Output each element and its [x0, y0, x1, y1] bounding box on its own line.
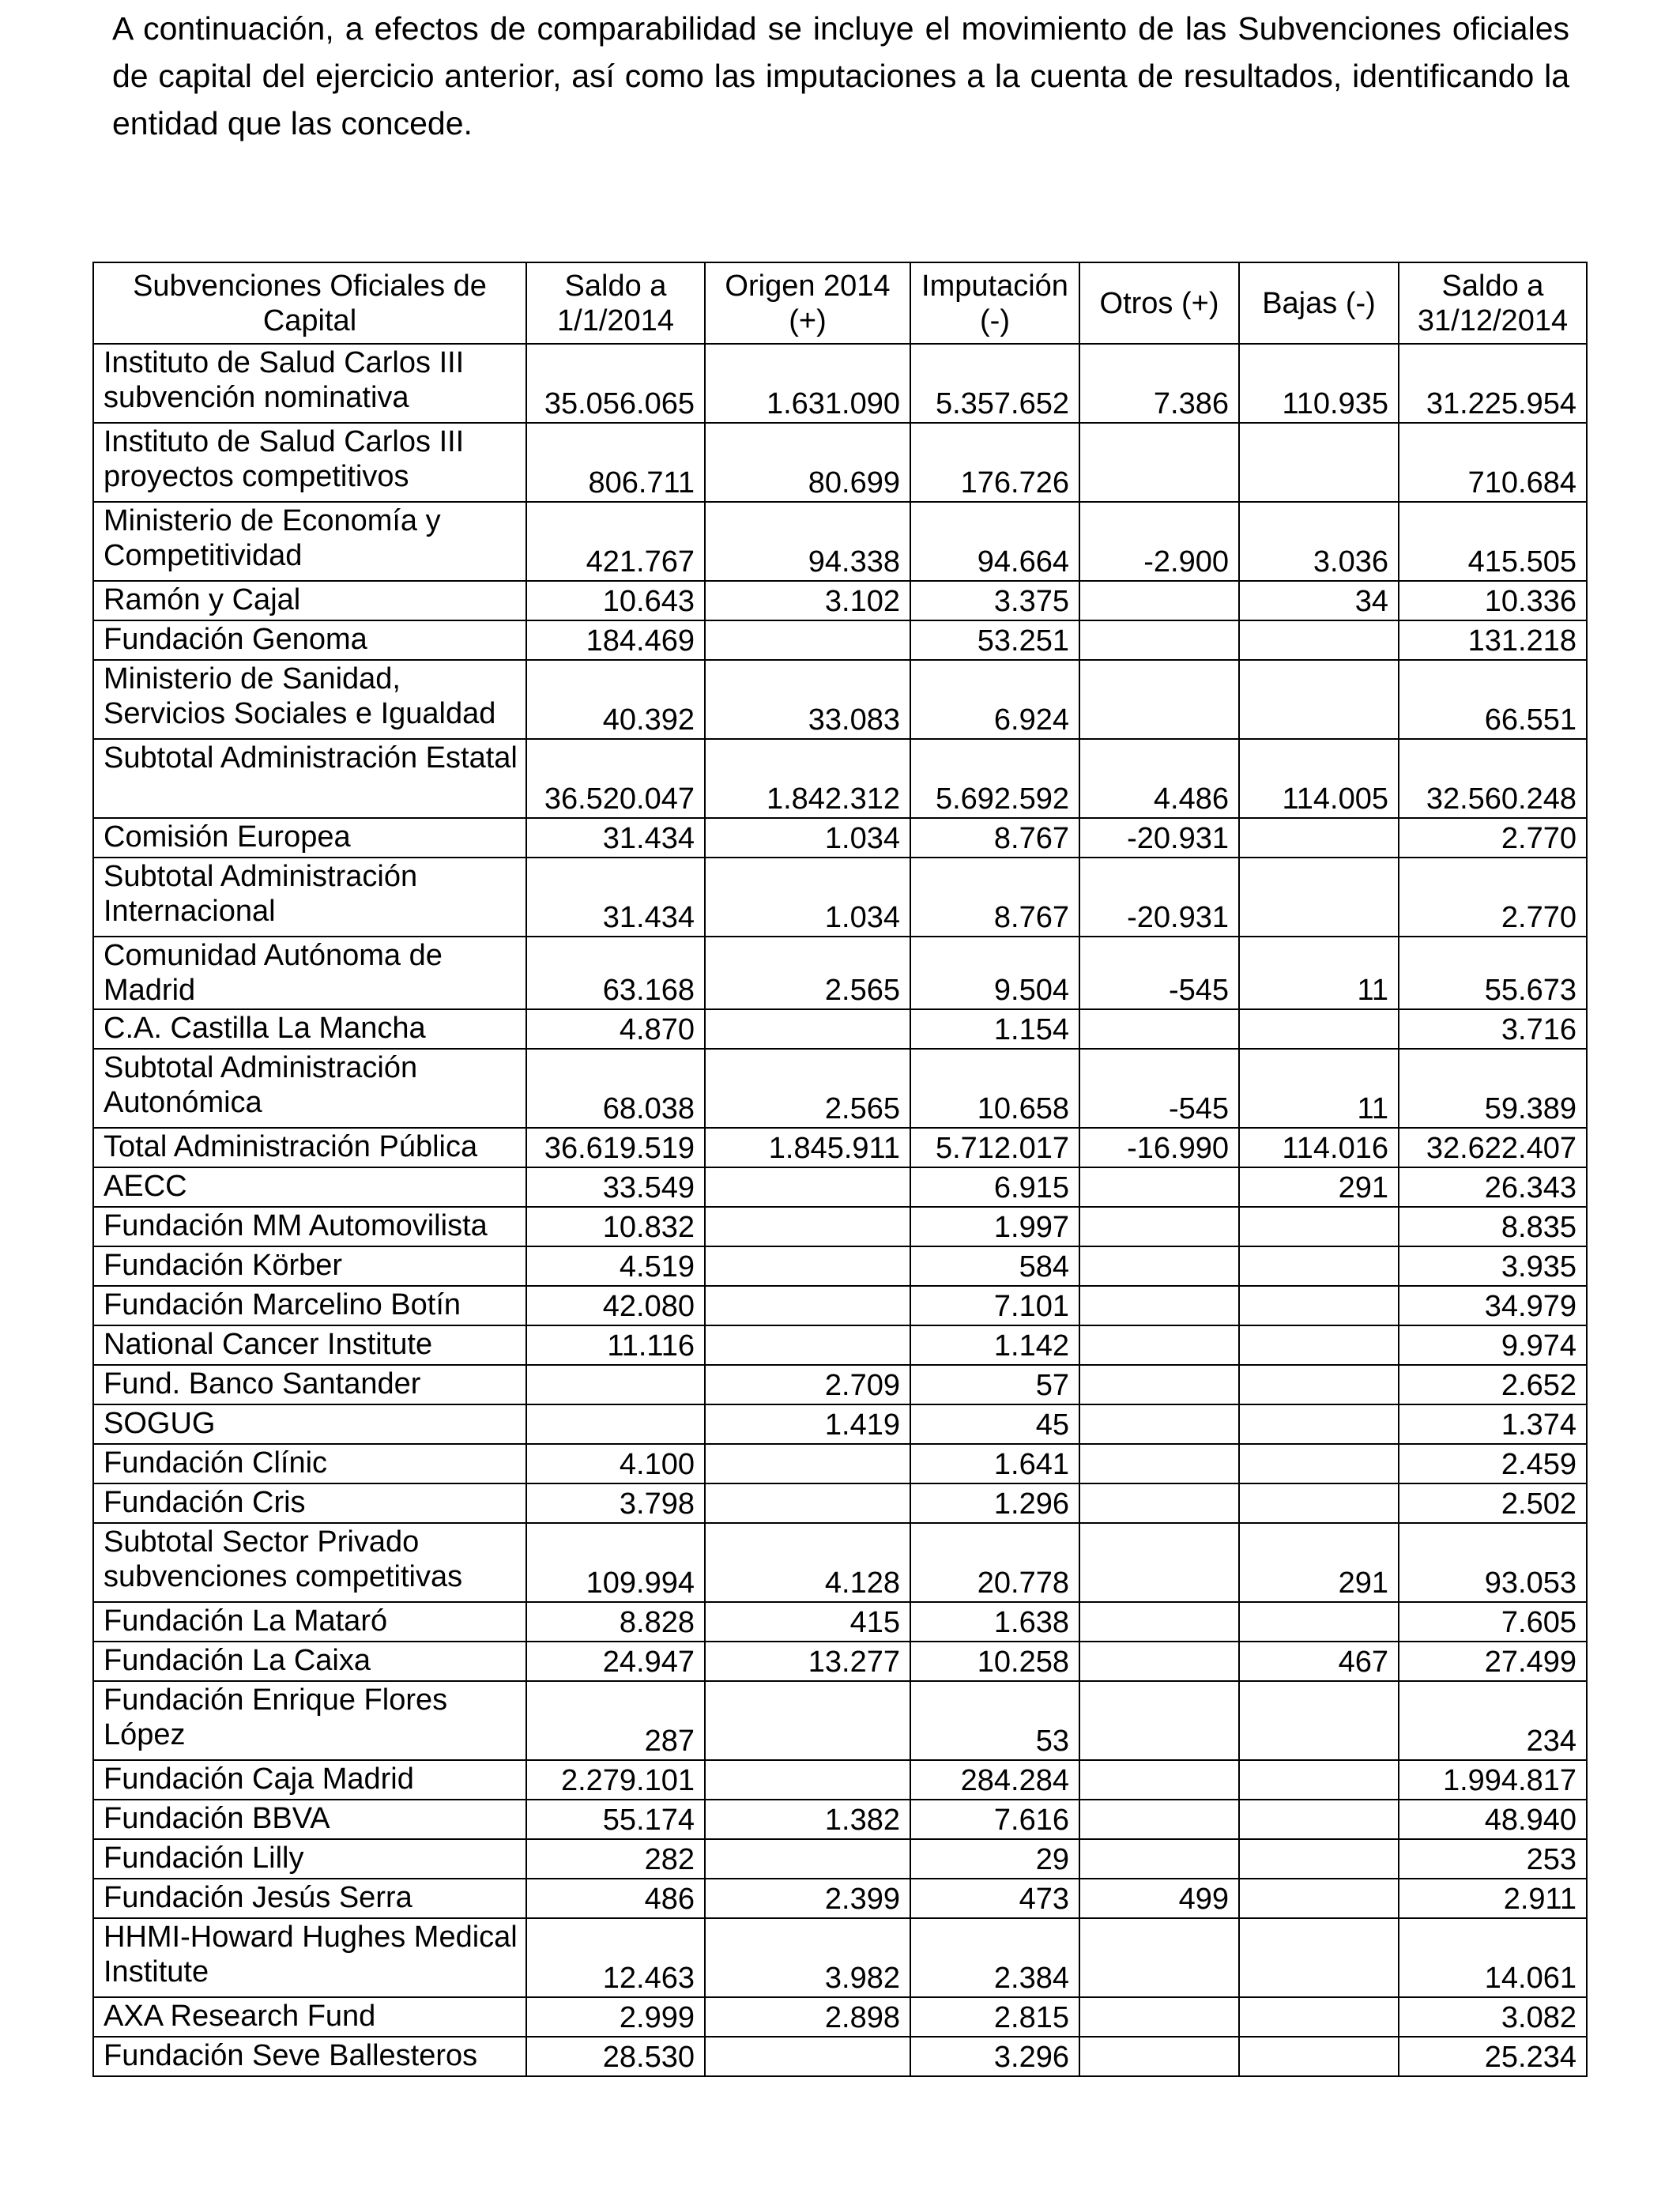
cell-imputation: 7.101 [910, 1286, 1079, 1325]
cell-origin: 2.898 [705, 1997, 910, 2037]
cell-closing-balance: 8.835 [1399, 1207, 1587, 1246]
table-row [93, 1325, 1587, 1365]
cell-origin: 94.338 [705, 502, 910, 581]
row-entity-name: Fundación MM Automovilista [93, 1207, 526, 1246]
table-row [93, 581, 1587, 620]
table-row [93, 1246, 1587, 1286]
cell-opening-balance: 10.832 [526, 1207, 705, 1246]
cell-origin: 1.419 [705, 1404, 910, 1444]
cell-opening-balance: 3.798 [526, 1483, 705, 1523]
cell-imputation: 176.726 [910, 423, 1079, 502]
cell-opening-balance: 486 [526, 1879, 705, 1918]
cell-write-offs [1239, 1365, 1399, 1404]
cell-opening-balance: 42.080 [526, 1286, 705, 1325]
cell-others [1079, 1207, 1239, 1246]
cell-write-offs [1239, 1681, 1399, 1760]
cell-opening-balance: 8.828 [526, 1602, 705, 1642]
cell-write-offs [1239, 1207, 1399, 1246]
table-row [93, 1800, 1587, 1839]
grants-table [92, 262, 1588, 2077]
cell-others [1079, 1918, 1239, 1997]
row-entity-name: AXA Research Fund [93, 1997, 526, 2037]
cell-origin [705, 1483, 910, 1523]
table-row [93, 1483, 1587, 1523]
cell-others: 499 [1079, 1879, 1239, 1918]
cell-closing-balance: 253 [1399, 1839, 1587, 1879]
row-entity-name: Fundación Genoma [93, 620, 526, 660]
cell-closing-balance: 1.374 [1399, 1404, 1587, 1444]
cell-opening-balance: 109.994 [526, 1523, 705, 1602]
row-entity-name: C.A. Castilla La Mancha [93, 1009, 526, 1049]
cell-opening-balance: 10.643 [526, 581, 705, 620]
cell-write-offs [1239, 423, 1399, 502]
cell-others: -20.931 [1079, 858, 1239, 937]
cell-origin [705, 1286, 910, 1325]
cell-opening-balance: 282 [526, 1839, 705, 1879]
cell-closing-balance: 66.551 [1399, 660, 1587, 739]
row-entity-name: Subtotal Sector Privado subvenciones competitivas [93, 1523, 526, 1602]
row-entity-name: Comunidad Autónoma de Madrid [93, 937, 526, 1009]
table-row [93, 1602, 1587, 1642]
header-origin: Origen 2014 (+) [705, 262, 910, 344]
row-entity-name: Fundación BBVA [93, 1800, 526, 1839]
table-row [93, 1009, 1587, 1049]
cell-write-offs [1239, 1602, 1399, 1642]
cell-write-offs [1239, 1997, 1399, 2037]
cell-imputation: 3.296 [910, 2037, 1079, 2076]
cell-origin: 2.709 [705, 1365, 910, 1404]
cell-opening-balance: 68.038 [526, 1049, 705, 1128]
cell-origin [705, 1207, 910, 1246]
cell-others [1079, 1167, 1239, 1207]
cell-origin: 1.842.312 [705, 739, 910, 818]
cell-imputation: 5.712.017 [910, 1128, 1079, 1167]
cell-imputation: 3.375 [910, 581, 1079, 620]
cell-opening-balance: 2.999 [526, 1997, 705, 2037]
cell-imputation: 1.142 [910, 1325, 1079, 1365]
table-row [93, 818, 1587, 858]
cell-opening-balance: 55.174 [526, 1800, 705, 1839]
cell-others: -2.900 [1079, 502, 1239, 581]
cell-origin: 2.565 [705, 937, 910, 1009]
cell-imputation: 10.658 [910, 1049, 1079, 1128]
cell-closing-balance: 2.502 [1399, 1483, 1587, 1523]
cell-others [1079, 1009, 1239, 1049]
cell-write-offs: 11 [1239, 1049, 1399, 1128]
cell-imputation: 284.284 [910, 1760, 1079, 1800]
cell-imputation: 53 [910, 1681, 1079, 1760]
cell-others [1079, 423, 1239, 502]
row-entity-name: Subtotal Administración Internacional [93, 858, 526, 937]
cell-opening-balance: 421.767 [526, 502, 705, 581]
cell-write-offs [1239, 1918, 1399, 1997]
cell-closing-balance: 131.218 [1399, 620, 1587, 660]
header-closing-balance: Saldo a 31/12/2014 [1399, 262, 1587, 344]
cell-others [1079, 2037, 1239, 2076]
cell-opening-balance: 806.711 [526, 423, 705, 502]
table-row [93, 1286, 1587, 1325]
cell-origin: 2.565 [705, 1049, 910, 1128]
cell-others [1079, 1800, 1239, 1839]
cell-closing-balance: 31.225.954 [1399, 344, 1587, 423]
cell-imputation: 2.815 [910, 1997, 1079, 2037]
cell-write-offs [1239, 1009, 1399, 1049]
cell-opening-balance: 287 [526, 1681, 705, 1760]
table-row [93, 1049, 1587, 1128]
cell-closing-balance: 2.770 [1399, 858, 1587, 937]
row-entity-name: Fundación Jesús Serra [93, 1879, 526, 1918]
row-entity-name: Ministerio de Sanidad, Servicios Sociales e Igualdad [93, 660, 526, 739]
table-row [93, 858, 1587, 937]
cell-closing-balance: 7.605 [1399, 1602, 1587, 1642]
table-header-row [93, 262, 1587, 344]
cell-origin [705, 1009, 910, 1049]
cell-others: -20.931 [1079, 818, 1239, 858]
cell-origin: 1.034 [705, 818, 910, 858]
cell-imputation: 473 [910, 1879, 1079, 1918]
cell-write-offs [1239, 620, 1399, 660]
cell-imputation: 9.504 [910, 937, 1079, 1009]
header-others: Otros (+) [1079, 262, 1239, 344]
cell-imputation: 1.296 [910, 1483, 1079, 1523]
row-entity-name: Fundación Seve Ballesteros [93, 2037, 526, 2076]
cell-write-offs [1239, 1483, 1399, 1523]
cell-closing-balance: 10.336 [1399, 581, 1587, 620]
cell-origin: 4.128 [705, 1523, 910, 1602]
row-entity-name: HHMI-Howard Hughes Medical Institute [93, 1918, 526, 1997]
header-imputation: Imputación (-) [910, 262, 1079, 344]
cell-write-offs [1239, 1246, 1399, 1286]
row-entity-name: Fundación Lilly [93, 1839, 526, 1879]
cell-closing-balance: 2.459 [1399, 1444, 1587, 1483]
cell-others [1079, 660, 1239, 739]
cell-write-offs: 34 [1239, 581, 1399, 620]
table-body [93, 344, 1587, 2076]
table-row [93, 937, 1587, 1009]
cell-closing-balance: 93.053 [1399, 1523, 1587, 1602]
cell-closing-balance: 34.979 [1399, 1286, 1587, 1325]
cell-opening-balance [526, 1404, 705, 1444]
cell-imputation: 53.251 [910, 620, 1079, 660]
cell-imputation: 10.258 [910, 1642, 1079, 1681]
cell-others [1079, 1839, 1239, 1879]
cell-others: -545 [1079, 937, 1239, 1009]
cell-others: 7.386 [1079, 344, 1239, 423]
cell-opening-balance [526, 1365, 705, 1404]
cell-closing-balance: 55.673 [1399, 937, 1587, 1009]
cell-opening-balance: 36.619.519 [526, 1128, 705, 1167]
table-row [93, 1207, 1587, 1246]
cell-origin [705, 1444, 910, 1483]
cell-opening-balance: 4.100 [526, 1444, 705, 1483]
table-row [93, 739, 1587, 818]
table-row [93, 1681, 1587, 1760]
table-row [93, 344, 1587, 423]
cell-imputation: 8.767 [910, 818, 1079, 858]
row-entity-name: Fundación Enrique Flores López [93, 1681, 526, 1760]
cell-others: -545 [1079, 1049, 1239, 1128]
cell-opening-balance: 12.463 [526, 1918, 705, 1997]
cell-others [1079, 1642, 1239, 1681]
row-entity-name: Fundación Cris [93, 1483, 526, 1523]
row-entity-name: Subtotal Administración Estatal [93, 739, 526, 818]
cell-imputation: 94.664 [910, 502, 1079, 581]
header-write-offs: Bajas (-) [1239, 262, 1399, 344]
cell-origin: 1.382 [705, 1800, 910, 1839]
cell-closing-balance: 48.940 [1399, 1800, 1587, 1839]
cell-others [1079, 1365, 1239, 1404]
cell-others [1079, 1681, 1239, 1760]
table-row [93, 1642, 1587, 1681]
cell-origin [705, 1760, 910, 1800]
cell-opening-balance: 35.056.065 [526, 344, 705, 423]
cell-others: -16.990 [1079, 1128, 1239, 1167]
cell-others [1079, 1602, 1239, 1642]
cell-write-offs [1239, 1879, 1399, 1918]
cell-origin: 33.083 [705, 660, 910, 739]
cell-opening-balance: 33.549 [526, 1167, 705, 1207]
cell-write-offs [1239, 2037, 1399, 2076]
cell-origin: 3.982 [705, 1918, 910, 1997]
cell-closing-balance: 59.389 [1399, 1049, 1587, 1128]
row-entity-name: Total Administración Pública [93, 1128, 526, 1167]
cell-closing-balance: 27.499 [1399, 1642, 1587, 1681]
cell-write-offs: 110.935 [1239, 344, 1399, 423]
cell-closing-balance: 32.560.248 [1399, 739, 1587, 818]
row-entity-name: Instituto de Salud Carlos III proyectos competitivos [93, 423, 526, 502]
row-entity-name: Instituto de Salud Carlos III subvención nominativa [93, 344, 526, 423]
cell-write-offs: 11 [1239, 937, 1399, 1009]
cell-imputation: 1.641 [910, 1444, 1079, 1483]
cell-opening-balance: 31.434 [526, 858, 705, 937]
cell-opening-balance: 24.947 [526, 1642, 705, 1681]
cell-others [1079, 1286, 1239, 1325]
table-row [93, 660, 1587, 739]
cell-imputation: 6.915 [910, 1167, 1079, 1207]
cell-imputation: 29 [910, 1839, 1079, 1879]
row-entity-name: Fundación Clínic [93, 1444, 526, 1483]
cell-imputation: 5.357.652 [910, 344, 1079, 423]
cell-imputation: 2.384 [910, 1918, 1079, 1997]
cell-write-offs [1239, 1760, 1399, 1800]
cell-others [1079, 620, 1239, 660]
cell-write-offs [1239, 660, 1399, 739]
cell-opening-balance: 4.870 [526, 1009, 705, 1049]
cell-closing-balance: 415.505 [1399, 502, 1587, 581]
cell-write-offs [1239, 1800, 1399, 1839]
cell-closing-balance: 9.974 [1399, 1325, 1587, 1365]
cell-imputation: 20.778 [910, 1523, 1079, 1602]
cell-write-offs: 114.016 [1239, 1128, 1399, 1167]
row-entity-name: Fundación Caja Madrid [93, 1760, 526, 1800]
row-entity-name: Fundación La Caixa [93, 1642, 526, 1681]
cell-closing-balance: 2.770 [1399, 818, 1587, 858]
cell-imputation: 5.692.592 [910, 739, 1079, 818]
cell-opening-balance: 31.434 [526, 818, 705, 858]
row-entity-name: SOGUG [93, 1404, 526, 1444]
cell-imputation: 1.154 [910, 1009, 1079, 1049]
row-entity-name: Comisión Europea [93, 818, 526, 858]
cell-closing-balance: 26.343 [1399, 1167, 1587, 1207]
row-entity-name: Ramón y Cajal [93, 581, 526, 620]
header-opening-balance: Saldo a 1/1/2014 [526, 262, 705, 344]
cell-imputation: 6.924 [910, 660, 1079, 739]
cell-closing-balance: 1.994.817 [1399, 1760, 1587, 1800]
row-entity-name: Ministerio de Economía y Competitividad [93, 502, 526, 581]
cell-origin [705, 1167, 910, 1207]
cell-imputation: 45 [910, 1404, 1079, 1444]
cell-imputation: 57 [910, 1365, 1079, 1404]
cell-origin: 415 [705, 1602, 910, 1642]
row-entity-name: Fundación Marcelino Botín [93, 1286, 526, 1325]
table-row [93, 1404, 1587, 1444]
cell-origin: 3.102 [705, 581, 910, 620]
cell-write-offs [1239, 1444, 1399, 1483]
cell-others [1079, 1404, 1239, 1444]
cell-write-offs: 114.005 [1239, 739, 1399, 818]
cell-others [1079, 1483, 1239, 1523]
cell-opening-balance: 36.520.047 [526, 739, 705, 818]
row-entity-name: National Cancer Institute [93, 1325, 526, 1365]
cell-others [1079, 1523, 1239, 1602]
row-entity-name: Fund. Banco Santander [93, 1365, 526, 1404]
cell-write-offs [1239, 818, 1399, 858]
cell-closing-balance: 25.234 [1399, 2037, 1587, 2076]
cell-imputation: 1.638 [910, 1602, 1079, 1642]
table-row [93, 1167, 1587, 1207]
cell-imputation: 7.616 [910, 1800, 1079, 1839]
cell-opening-balance: 4.519 [526, 1246, 705, 1286]
cell-imputation: 584 [910, 1246, 1079, 1286]
table-row [93, 1365, 1587, 1404]
table-row [93, 620, 1587, 660]
cell-others [1079, 1246, 1239, 1286]
cell-closing-balance: 2.652 [1399, 1365, 1587, 1404]
cell-closing-balance: 2.911 [1399, 1879, 1587, 1918]
cell-opening-balance: 2.279.101 [526, 1760, 705, 1800]
cell-closing-balance: 3.716 [1399, 1009, 1587, 1049]
cell-origin: 1.631.090 [705, 344, 910, 423]
table-row [93, 1760, 1587, 1800]
cell-origin [705, 2037, 910, 2076]
cell-others: 4.486 [1079, 739, 1239, 818]
table-row [93, 1879, 1587, 1918]
cell-imputation: 1.997 [910, 1207, 1079, 1246]
header-entity: Subvenciones Oficiales de Capital [93, 262, 526, 344]
table-row [93, 1444, 1587, 1483]
cell-write-offs [1239, 1839, 1399, 1879]
cell-others [1079, 581, 1239, 620]
cell-closing-balance: 32.622.407 [1399, 1128, 1587, 1167]
cell-opening-balance: 63.168 [526, 937, 705, 1009]
cell-write-offs [1239, 1404, 1399, 1444]
intro-paragraph: A continuación, a efectos de comparabilidad se incluye el movimiento de las Subvenciones oficiales de capital del ejercicio anterior, así como las imputaciones a la cuenta de resultados, identificando la entidad que las concede. [112, 10, 1569, 141]
row-entity-name: Subtotal Administración Autonómica [93, 1049, 526, 1128]
cell-write-offs: 291 [1239, 1523, 1399, 1602]
cell-closing-balance: 3.082 [1399, 1997, 1587, 2037]
cell-others [1079, 1997, 1239, 2037]
cell-opening-balance: 184.469 [526, 620, 705, 660]
cell-origin [705, 1325, 910, 1365]
row-entity-name: Fundación La Mataró [93, 1602, 526, 1642]
cell-origin [705, 620, 910, 660]
cell-origin: 13.277 [705, 1642, 910, 1681]
cell-write-offs: 467 [1239, 1642, 1399, 1681]
cell-closing-balance: 234 [1399, 1681, 1587, 1760]
cell-imputation: 8.767 [910, 858, 1079, 937]
table-row [93, 1839, 1587, 1879]
cell-origin: 1.034 [705, 858, 910, 937]
cell-others [1079, 1325, 1239, 1365]
cell-origin [705, 1681, 910, 1760]
row-entity-name: Fundación Körber [93, 1246, 526, 1286]
cell-closing-balance: 3.935 [1399, 1246, 1587, 1286]
cell-opening-balance: 40.392 [526, 660, 705, 739]
cell-others [1079, 1444, 1239, 1483]
cell-closing-balance: 710.684 [1399, 423, 1587, 502]
cell-write-offs [1239, 1286, 1399, 1325]
table-row [93, 2037, 1587, 2076]
table-row [93, 1128, 1587, 1167]
cell-closing-balance: 14.061 [1399, 1918, 1587, 1997]
table-row [93, 1523, 1587, 1602]
row-entity-name: AECC [93, 1167, 526, 1207]
cell-origin: 1.845.911 [705, 1128, 910, 1167]
table-row [93, 1918, 1587, 1997]
table-row [93, 423, 1587, 502]
cell-write-offs [1239, 1325, 1399, 1365]
cell-write-offs: 3.036 [1239, 502, 1399, 581]
table-row [93, 502, 1587, 581]
cell-opening-balance: 11.116 [526, 1325, 705, 1365]
cell-others [1079, 1760, 1239, 1800]
cell-opening-balance: 28.530 [526, 2037, 705, 2076]
cell-origin: 80.699 [705, 423, 910, 502]
cell-origin [705, 1839, 910, 1879]
cell-origin: 2.399 [705, 1879, 910, 1918]
cell-origin [705, 1246, 910, 1286]
table-row [93, 1997, 1587, 2037]
cell-write-offs: 291 [1239, 1167, 1399, 1207]
cell-write-offs [1239, 858, 1399, 937]
